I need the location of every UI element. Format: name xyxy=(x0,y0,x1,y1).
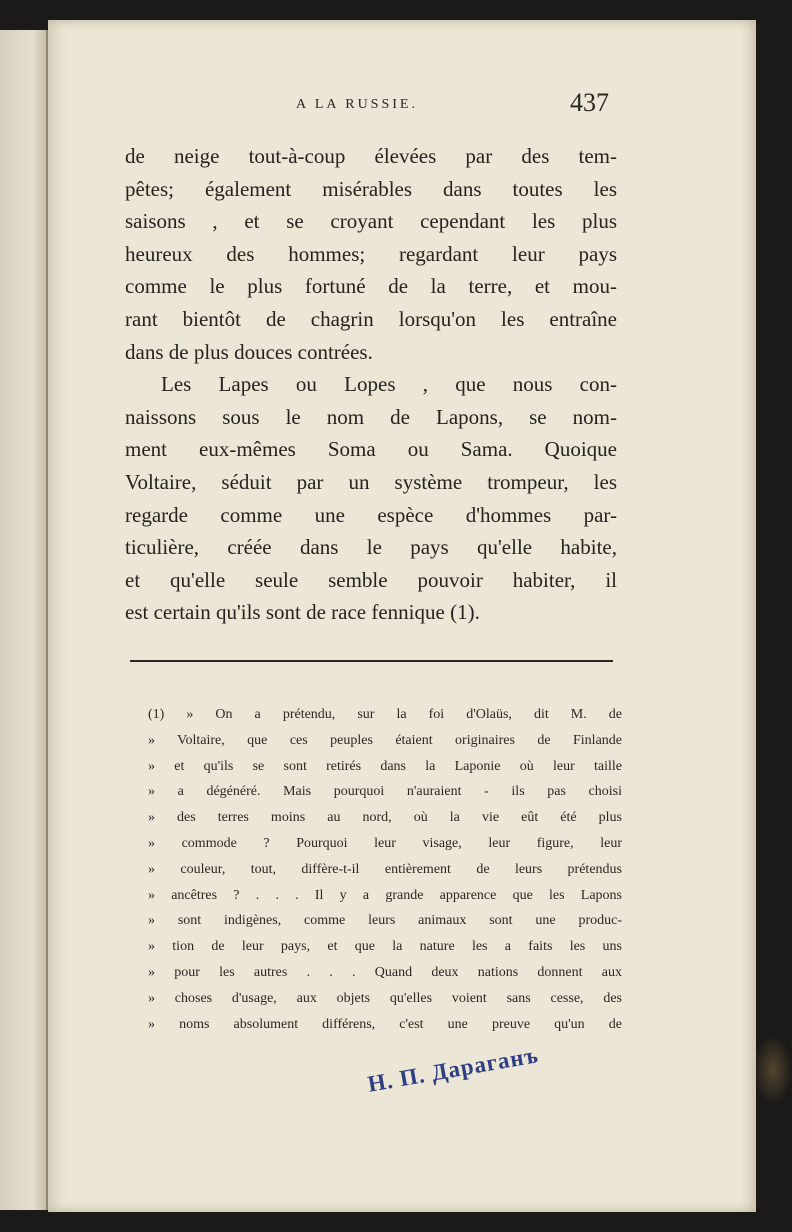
footnote-line: » commode ? Pourquoi leur visage, leur figure, leur xyxy=(148,835,622,851)
body-line: Voltaire, séduit par un système trompeur, les xyxy=(125,469,617,494)
body-line: ticulière, créée dans le pays qu'elle habite, xyxy=(125,535,617,560)
body-line: de neige tout-à-coup élevées par des tem- xyxy=(125,144,617,168)
body-line: regarde comme une espèce d'hommes par- xyxy=(125,502,617,527)
page-stain xyxy=(753,1035,792,1105)
ownership-stamp: Н. П. Дараганъ xyxy=(365,1042,541,1097)
footnote-line: » tion de leur pays, et que la nature les a faits les uns xyxy=(148,939,622,955)
footnote-line: » choses d'usage, aux objets qu'elles voient sans cesse, des xyxy=(148,990,622,1006)
page-number: 437 xyxy=(570,88,609,117)
body-line: Les Lapes ou Lopes , que nous con- xyxy=(161,372,617,397)
body-line: est certain qu'ils sont de race fennique (1). xyxy=(125,600,480,625)
footnote-line: » sont indigènes, comme leurs animaux sont une produc- xyxy=(148,913,622,929)
facing-page-edge xyxy=(0,30,48,1210)
footnote-line: » ancêtres ? . . . Il y a grande apparence que les Lapons xyxy=(148,887,622,903)
footnote-line: » Voltaire, que ces peuples étaient originaires de Finlande xyxy=(148,732,622,748)
footnote-line: (1) » On a prétendu, sur la foi d'Olaüs, dit M. de xyxy=(148,707,622,722)
body-text xyxy=(125,140,617,629)
body-line: heureux des hommes; regardant leur pays xyxy=(125,241,617,266)
body-line: pêtes; également misérables dans toutes les xyxy=(125,176,617,201)
footnote xyxy=(148,702,622,1037)
body-line: comme le plus fortuné de la terre, et mou- xyxy=(125,274,617,299)
running-head: A LA RUSSIE. xyxy=(296,97,418,112)
footnote-line: » noms absolument différens, c'est une preuve qu'un de xyxy=(148,1016,622,1032)
footnote-line: » couleur, tout, diffère-t-il entièrement de leurs prétendus xyxy=(148,861,622,877)
body-line: rant bientôt de chagrin lorsqu'on les entraîne xyxy=(125,306,617,331)
body-line: saisons , et se croyant cependant les plus xyxy=(125,209,617,234)
footnote-line: » a dégénéré. Mais pourquoi n'auraient - ils pas choisi xyxy=(148,784,622,800)
footnote-line: » des terres moins au nord, où la vie eût été plus xyxy=(148,810,622,826)
footnote-line: » pour les autres . . . Quand deux nations donnent aux xyxy=(148,964,622,980)
body-line: dans de plus douces contrées. xyxy=(125,339,373,364)
footnote-line: » et qu'ils se sont retirés dans la Laponie où leur taille xyxy=(148,758,622,774)
body-line: et qu'elle seule semble pouvoir habiter, il xyxy=(125,567,617,592)
footnote-rule xyxy=(130,660,613,662)
body-line: ment eux-mêmes Soma ou Sama. Quoique xyxy=(125,437,617,462)
body-line: naissons sous le nom de Lapons, se nom- xyxy=(125,404,617,429)
